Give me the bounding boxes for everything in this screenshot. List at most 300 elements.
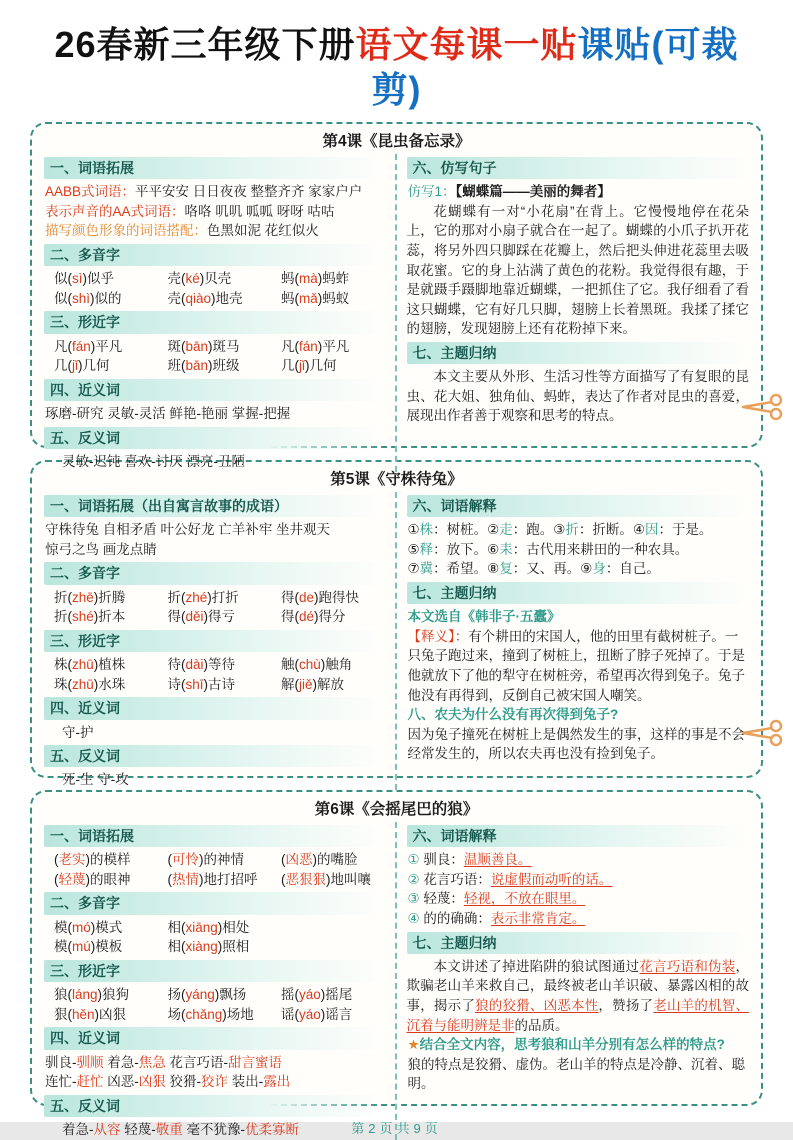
text-segment: 表示非常肯定。 bbox=[490, 910, 586, 926]
text-line bbox=[407, 889, 750, 909]
text-segment: 狼的狡猾、凶恶本性 bbox=[475, 997, 599, 1013]
table-cell bbox=[44, 675, 158, 695]
column-heading bbox=[44, 892, 385, 914]
text-segment: 的品质。 bbox=[514, 1017, 569, 1033]
text-segment: 几( bbox=[54, 358, 72, 374]
text-segment: 焦急 bbox=[138, 1054, 166, 1070]
text-segment: )摇尾 bbox=[320, 987, 353, 1003]
text-segment: 死-生 守-攻 bbox=[62, 772, 129, 788]
table-cell bbox=[44, 937, 158, 957]
text-segment: 老实 bbox=[58, 852, 86, 868]
table-cell bbox=[158, 655, 272, 675]
column-heading bbox=[44, 1027, 385, 1049]
lesson-6-right-column bbox=[397, 822, 750, 1140]
lesson-title: 第6课《会摇尾巴的狼》 bbox=[314, 801, 479, 818]
text-segment: 释 bbox=[419, 541, 434, 557]
text-segment: 优柔寡断 bbox=[245, 1121, 299, 1137]
text-segment: 折( bbox=[54, 589, 72, 605]
text-segment: 折 bbox=[565, 522, 579, 538]
text-segment: chǎng bbox=[185, 1006, 223, 1022]
text-segment: )得分 bbox=[314, 609, 346, 625]
table-cell bbox=[271, 269, 385, 289]
table-cell bbox=[271, 655, 385, 675]
text-segment: 说虚假而动听的话。 bbox=[490, 871, 613, 887]
text-line bbox=[407, 1035, 750, 1055]
text-segment: mǎ bbox=[299, 290, 318, 306]
text-segment: 狠( bbox=[54, 1006, 72, 1022]
table-cell bbox=[271, 1005, 385, 1025]
text-segment: ② bbox=[407, 871, 424, 887]
text-segment: 表示声音的AA式词语： bbox=[45, 203, 185, 219]
text-segment: 仿写1： bbox=[407, 184, 456, 200]
text-line bbox=[44, 723, 385, 743]
table-cell bbox=[271, 356, 385, 376]
text-segment: bān bbox=[185, 338, 209, 354]
column-heading bbox=[407, 825, 750, 847]
column-heading bbox=[44, 1095, 385, 1117]
text-segment: )古诗 bbox=[203, 676, 236, 692]
text-segment: dài bbox=[185, 657, 204, 673]
text-segment: 守株待兔 自相矛盾 叶公好龙 亡羊补牢 坐井观天 bbox=[45, 522, 331, 538]
text-segment: 二、多音字 bbox=[50, 895, 120, 912]
text-segment: ：又、再。⑨ bbox=[512, 561, 593, 577]
text-segment: yáo bbox=[299, 987, 321, 1003]
text-segment: )狼狗 bbox=[97, 987, 130, 1003]
text-segment: )飘扬 bbox=[214, 987, 247, 1003]
text-line bbox=[44, 520, 385, 540]
column-heading bbox=[44, 379, 385, 401]
text-line bbox=[407, 182, 750, 202]
text-segment: 三、形近字 bbox=[50, 314, 120, 331]
text-segment: )打折 bbox=[207, 589, 239, 605]
text-segment: 二、多音字 bbox=[50, 565, 120, 582]
text-segment: 待( bbox=[167, 657, 186, 673]
column-heading bbox=[44, 562, 385, 584]
text-line bbox=[407, 607, 750, 627]
text-segment: 壳( bbox=[167, 271, 186, 287]
text-segment: 株( bbox=[54, 657, 72, 673]
text-segment: 场( bbox=[167, 1006, 186, 1022]
text-segment: 走 bbox=[499, 522, 513, 538]
text-segment: 一、词语拓展（出自寓言故事的成语） bbox=[50, 498, 288, 514]
column-heading bbox=[407, 495, 750, 517]
text-segment: )照相 bbox=[217, 939, 250, 955]
text-segment: 三、形近字 bbox=[50, 962, 120, 979]
text-line bbox=[407, 705, 750, 725]
text-segment: ：希望。⑧ bbox=[433, 561, 500, 577]
table-cell bbox=[158, 269, 272, 289]
table-cell bbox=[44, 850, 158, 870]
page-title bbox=[30, 22, 763, 112]
text-line bbox=[407, 559, 750, 579]
title-subject-part: 语文每课一贴 bbox=[355, 24, 578, 65]
lesson-columns bbox=[44, 492, 749, 790]
title-note-part: 课贴(可裁剪) bbox=[371, 24, 739, 110]
table-cell bbox=[158, 607, 272, 627]
text-segment: 狼的特点是狡猾、虚伪。老山羊的特点是冷静、沉着、聪明。 bbox=[407, 1056, 745, 1092]
text-segment: 解( bbox=[281, 676, 299, 692]
scissors-icon bbox=[739, 718, 785, 748]
table-cell bbox=[271, 850, 385, 870]
page-number: 第2页共9页 bbox=[351, 1121, 442, 1136]
text-segment: 驯良- bbox=[45, 1054, 77, 1070]
text-segment: dé bbox=[299, 609, 315, 625]
text-segment: ( bbox=[281, 871, 286, 887]
text-segment: 四、近义词 bbox=[50, 381, 120, 398]
text-line bbox=[44, 289, 385, 309]
column-heading bbox=[44, 960, 385, 982]
table-cell bbox=[271, 337, 385, 357]
text-segment: fán bbox=[299, 338, 318, 354]
text-segment: 色黑如泥 花红似火 bbox=[207, 223, 319, 239]
text-segment: qiào bbox=[185, 290, 212, 306]
text-segment: 的的确确： bbox=[423, 910, 491, 926]
text-segment: 班( bbox=[167, 358, 186, 374]
text-line bbox=[407, 627, 750, 705]
text-segment: ★ bbox=[407, 1037, 420, 1053]
table-cell bbox=[158, 850, 272, 870]
text-segment: 本文选自《韩非子·五蠹》 bbox=[407, 609, 561, 625]
text-segment: xiàng bbox=[185, 939, 218, 955]
text-segment: sì bbox=[72, 271, 83, 287]
text-segment: )植株 bbox=[93, 657, 126, 673]
table-cell bbox=[158, 1005, 272, 1025]
text-segment: )地叫嚷 bbox=[326, 871, 371, 887]
text-segment: 七、主题归纳 bbox=[412, 344, 497, 361]
text-segment: 因 bbox=[644, 522, 659, 538]
text-line bbox=[407, 540, 750, 560]
text-segment: de bbox=[299, 589, 315, 605]
text-segment: ⑦ bbox=[407, 561, 420, 577]
table-cell bbox=[44, 607, 158, 627]
text-segment: )凶狠 bbox=[94, 1006, 127, 1022]
text-segment: xiāng bbox=[185, 919, 218, 935]
text-segment: ( bbox=[54, 852, 59, 868]
text-segment: 摇( bbox=[281, 987, 299, 1003]
column-heading bbox=[407, 932, 750, 954]
text-line bbox=[44, 870, 385, 890]
text-segment: 驯顺 bbox=[76, 1054, 104, 1070]
text-line bbox=[44, 1072, 385, 1092]
text-segment: )折本 bbox=[93, 609, 126, 625]
text-segment: )模式 bbox=[90, 919, 123, 935]
text-segment: 敬重 bbox=[155, 1121, 183, 1137]
text-segment: 毫不犹豫- bbox=[182, 1121, 245, 1137]
text-segment: 狡诈 bbox=[201, 1074, 228, 1090]
text-segment: 似( bbox=[54, 271, 72, 287]
text-segment: 一、词语拓展 bbox=[50, 160, 134, 176]
text-segment: ：古代用来耕田的一种农具。 bbox=[512, 541, 689, 557]
text-segment: ：树桩。② bbox=[433, 522, 500, 538]
text-segment: 琢磨-研究 灵敏-灵活 鲜艳-艳丽 掌握-把握 bbox=[45, 406, 291, 422]
text-segment: 驯良： bbox=[423, 852, 464, 868]
text-segment: 得( bbox=[281, 609, 299, 625]
column-heading bbox=[407, 157, 750, 179]
lesson-title: 第5课《守株待兔》 bbox=[330, 471, 463, 488]
text-segment: 狡猾- bbox=[165, 1074, 201, 1090]
text-segment: 六、词语解释 bbox=[412, 498, 497, 514]
text-segment: ① bbox=[407, 522, 420, 538]
text-segment: 凡( bbox=[54, 338, 72, 354]
table-cell bbox=[271, 588, 385, 608]
text-segment: 五、反义词 bbox=[50, 1097, 120, 1114]
text-segment: 轻蔑- bbox=[120, 1121, 156, 1137]
text-segment: )得亏 bbox=[203, 609, 236, 625]
text-segment: fán bbox=[72, 338, 91, 354]
text-segment: 老山羊的机智、沉着与能明辨是非 bbox=[406, 997, 750, 1033]
text-segment: 诗( bbox=[167, 676, 186, 692]
text-segment: 冀 bbox=[419, 561, 434, 577]
text-segment: děi bbox=[185, 609, 204, 625]
text-segment: 轻蔑 bbox=[58, 871, 86, 887]
text-segment: 斑( bbox=[167, 338, 186, 354]
lesson-card-5 bbox=[30, 460, 763, 788]
table-cell bbox=[158, 337, 272, 357]
table-cell bbox=[44, 269, 158, 289]
text-line bbox=[44, 337, 385, 357]
text-segment: 五、反义词 bbox=[50, 429, 120, 446]
text-segment: ④ bbox=[407, 910, 424, 926]
text-segment: 花蝴蝶有一对“小花扇”在背上。它慢慢地停在花朵上，它的那对小扇子就合在一起了。蝴蝶的小爪子扒开花蕊，将另外四只脚踩在花瓣上，然后把头伸进花蕊里去吸取花蜜。它的身上沾满了黄色的花粉。我觉得很有趣，于是就蹑手蹑脚地靠近蝴蝶，一把抓住了它。我仔细看了看这只蝴蝶，它有好几只脚，翅膀上长着黑斑。我揉了揉它的翅膀，发现翅膀上还有花粉掉下来。 bbox=[406, 203, 749, 337]
text-line bbox=[407, 520, 750, 540]
text-segment: )地壳 bbox=[211, 290, 243, 306]
text-line bbox=[44, 770, 385, 790]
text-segment: )班级 bbox=[208, 358, 240, 374]
text-line bbox=[44, 675, 385, 695]
column-heading bbox=[44, 630, 385, 652]
text-segment: 平平安安 日日夜夜 整整齐齐 家家户户 bbox=[135, 184, 363, 200]
text-segment: ：放下。⑥ bbox=[433, 541, 500, 557]
text-segment: ：自己。 bbox=[605, 561, 660, 577]
text-segment: láng bbox=[72, 987, 98, 1003]
table-cell bbox=[44, 588, 158, 608]
text-segment: ：跑。③ bbox=[512, 522, 566, 538]
text-segment: 蚂( bbox=[281, 290, 299, 306]
text-segment: 【蝴蝶篇——美丽的舞者】 bbox=[455, 184, 611, 200]
table-cell bbox=[158, 918, 272, 938]
text-segment: )折腾 bbox=[93, 589, 126, 605]
text-segment: 相( bbox=[167, 919, 186, 935]
text-line bbox=[44, 269, 385, 289]
text-segment: 六、词语解释 bbox=[412, 828, 497, 844]
table-cell bbox=[44, 289, 158, 309]
text-segment: 复 bbox=[499, 561, 513, 577]
table-cell bbox=[271, 607, 385, 627]
text-segment: 咯咯 叽叽 呱呱 呀呀 咕咕 bbox=[184, 203, 335, 219]
text-line bbox=[44, 1005, 385, 1025]
column-heading bbox=[44, 311, 385, 333]
text-segment: ：于是。 bbox=[658, 522, 713, 538]
text-segment: shì bbox=[72, 290, 91, 306]
text-segment: 狼( bbox=[54, 987, 72, 1003]
text-segment: 着急- bbox=[103, 1054, 139, 1070]
text-segment: ké bbox=[185, 271, 200, 287]
lesson-6-left-column bbox=[44, 822, 397, 1140]
text-segment: 露出 bbox=[263, 1074, 291, 1090]
text-segment: ( bbox=[54, 871, 59, 887]
text-segment: 折( bbox=[167, 589, 186, 605]
text-segment: )触角 bbox=[320, 657, 353, 673]
text-line bbox=[44, 588, 385, 608]
text-segment: AABB式词语： bbox=[45, 184, 136, 200]
text-segment: 身 bbox=[592, 561, 606, 577]
table-cell bbox=[44, 655, 158, 675]
text-segment: )跑得快 bbox=[314, 589, 360, 605]
text-segment: mà bbox=[299, 271, 318, 287]
text-segment: 耒 bbox=[499, 541, 513, 557]
text-segment: mú bbox=[72, 939, 91, 955]
text-segment: 描写颜色形象的词语搭配： bbox=[45, 223, 207, 239]
table-cell bbox=[158, 356, 272, 376]
text-segment: 灵敏-迟钝 喜欢-讨厌 漂亮-丑陋 bbox=[62, 453, 245, 469]
text-segment: mó bbox=[72, 919, 91, 935]
text-segment: )几何 bbox=[305, 358, 337, 374]
text-segment: )解放 bbox=[312, 676, 345, 692]
text-line bbox=[407, 850, 750, 870]
text-segment: ：折断。④ bbox=[578, 522, 645, 538]
table-cell bbox=[271, 918, 385, 938]
text-line bbox=[44, 918, 385, 938]
table-cell bbox=[44, 356, 158, 376]
table-cell bbox=[44, 870, 158, 890]
text-segment: 似( bbox=[54, 290, 72, 306]
text-segment: )平凡 bbox=[317, 338, 350, 354]
text-segment: ，欺骗老山羊来救自己，最终被老山羊识破、暴露凶相的故事，揭示了 bbox=[406, 958, 750, 1013]
column-heading bbox=[407, 582, 750, 604]
text-segment: 热情 bbox=[172, 871, 199, 887]
text-segment: 凶恶 bbox=[285, 852, 313, 868]
text-segment: zhū bbox=[72, 676, 94, 692]
text-segment: 结合全文内容，思考狼和山羊分别有怎么样的特点? bbox=[419, 1037, 725, 1053]
text-segment: 珠( bbox=[54, 676, 72, 692]
text-line bbox=[407, 367, 750, 426]
text-segment: 本文主要从外形、生活习性等方面描写了有复眼的昆虫、花大姐、独角仙、蚂蚱，表达了作者对昆虫的喜爱，展现出作者善于观察和思考的特点。 bbox=[406, 369, 749, 424]
text-segment: jǐ bbox=[72, 358, 78, 374]
lesson-columns bbox=[44, 822, 749, 1140]
lesson-columns bbox=[44, 154, 749, 472]
text-segment: 蚂( bbox=[281, 271, 299, 287]
lesson-4-right-column bbox=[397, 154, 750, 472]
table-cell bbox=[158, 588, 272, 608]
text-segment: )的模样 bbox=[85, 852, 131, 868]
text-segment: ( bbox=[167, 852, 172, 868]
text-segment: 四、近义词 bbox=[50, 700, 120, 717]
text-segment: 【释义】： bbox=[407, 628, 469, 644]
text-segment: )斑马 bbox=[208, 338, 240, 354]
column-heading bbox=[44, 697, 385, 719]
text-segment: 几( bbox=[281, 358, 299, 374]
column-heading bbox=[44, 427, 385, 449]
text-line bbox=[44, 607, 385, 627]
table-cell bbox=[271, 870, 385, 890]
text-line bbox=[44, 937, 385, 957]
lesson-5-right-column bbox=[397, 492, 750, 790]
text-segment: 温顺善良。 bbox=[463, 852, 532, 868]
text-segment: 四、近义词 bbox=[50, 1030, 120, 1047]
table-cell bbox=[158, 675, 272, 695]
text-segment: )平凡 bbox=[90, 338, 123, 354]
text-segment: )似乎 bbox=[82, 271, 115, 287]
text-segment: 凶恶- bbox=[103, 1074, 139, 1090]
text-segment: shī bbox=[185, 676, 204, 692]
column-heading bbox=[44, 495, 385, 517]
text-segment: 谣( bbox=[281, 1006, 299, 1022]
table-cell bbox=[44, 1005, 158, 1025]
text-segment: 株 bbox=[419, 522, 434, 538]
text-segment: 守-护 bbox=[62, 724, 94, 740]
text-segment: 花言巧语和伪装 bbox=[639, 958, 736, 974]
lesson-5-left-column bbox=[44, 492, 397, 790]
column-heading bbox=[44, 825, 385, 847]
table-cell bbox=[271, 675, 385, 695]
text-segment: 轻视，不放在眼里。 bbox=[463, 891, 586, 907]
text-segment: 甜言蜜语 bbox=[228, 1054, 282, 1070]
text-segment: 从容 bbox=[93, 1121, 121, 1137]
text-segment: 折( bbox=[54, 609, 72, 625]
text-segment: zhē bbox=[72, 589, 94, 605]
text-segment: )地打招呼 bbox=[199, 871, 258, 887]
text-segment: hěn bbox=[72, 1006, 95, 1022]
table-cell bbox=[271, 289, 385, 309]
text-segment: 得( bbox=[167, 609, 186, 625]
text-segment: 轻蔑： bbox=[423, 891, 464, 907]
text-segment: )水珠 bbox=[93, 676, 126, 692]
text-line bbox=[44, 985, 385, 1005]
text-line bbox=[44, 202, 385, 222]
text-segment: bān bbox=[185, 358, 209, 374]
text-line bbox=[407, 202, 750, 339]
text-segment: 凶狠 bbox=[138, 1074, 166, 1090]
text-segment: 扬( bbox=[167, 987, 186, 1003]
text-segment: 可怜 bbox=[172, 852, 199, 868]
text-segment: )蚂蚁 bbox=[317, 290, 350, 306]
column-heading bbox=[407, 342, 750, 364]
text-segment: ，赞扬了 bbox=[598, 997, 654, 1013]
text-segment: 三、形近字 bbox=[50, 632, 120, 649]
text-segment: zhé bbox=[185, 589, 208, 605]
text-segment: )谣言 bbox=[320, 1006, 353, 1022]
text-segment: yáng bbox=[185, 987, 215, 1003]
text-line bbox=[44, 1053, 385, 1073]
text-line bbox=[44, 404, 385, 424]
text-segment: )相处 bbox=[217, 919, 250, 935]
text-segment: )等待 bbox=[203, 657, 236, 673]
table-cell bbox=[158, 985, 272, 1005]
text-segment: )的嘴脸 bbox=[312, 852, 358, 868]
table-cell bbox=[44, 337, 158, 357]
text-segment: )模板 bbox=[90, 939, 123, 955]
text-segment: 八、农夫为什么没有再次得到兔子? bbox=[407, 707, 619, 723]
text-line bbox=[44, 356, 385, 376]
text-segment: )场地 bbox=[222, 1006, 254, 1022]
text-segment: ( bbox=[167, 871, 172, 887]
text-segment: 相( bbox=[167, 939, 186, 955]
text-segment: ( bbox=[281, 852, 286, 868]
text-segment: 得( bbox=[281, 589, 299, 605]
text-segment: 七、主题归纳 bbox=[412, 934, 497, 951]
text-segment: 装出- bbox=[228, 1074, 264, 1090]
table-cell bbox=[158, 870, 272, 890]
text-segment: jǐ bbox=[299, 358, 305, 374]
text-segment: 本文讲述了掉进陷阱的狼试图通过 bbox=[433, 958, 640, 974]
text-segment: )蚂蚱 bbox=[317, 271, 350, 287]
text-segment: 六、仿写句子 bbox=[412, 160, 497, 176]
table-cell bbox=[44, 985, 158, 1005]
column-heading bbox=[44, 157, 385, 179]
table-cell bbox=[271, 985, 385, 1005]
text-segment: ① bbox=[407, 852, 424, 868]
text-segment: 花言巧语： bbox=[423, 871, 491, 887]
